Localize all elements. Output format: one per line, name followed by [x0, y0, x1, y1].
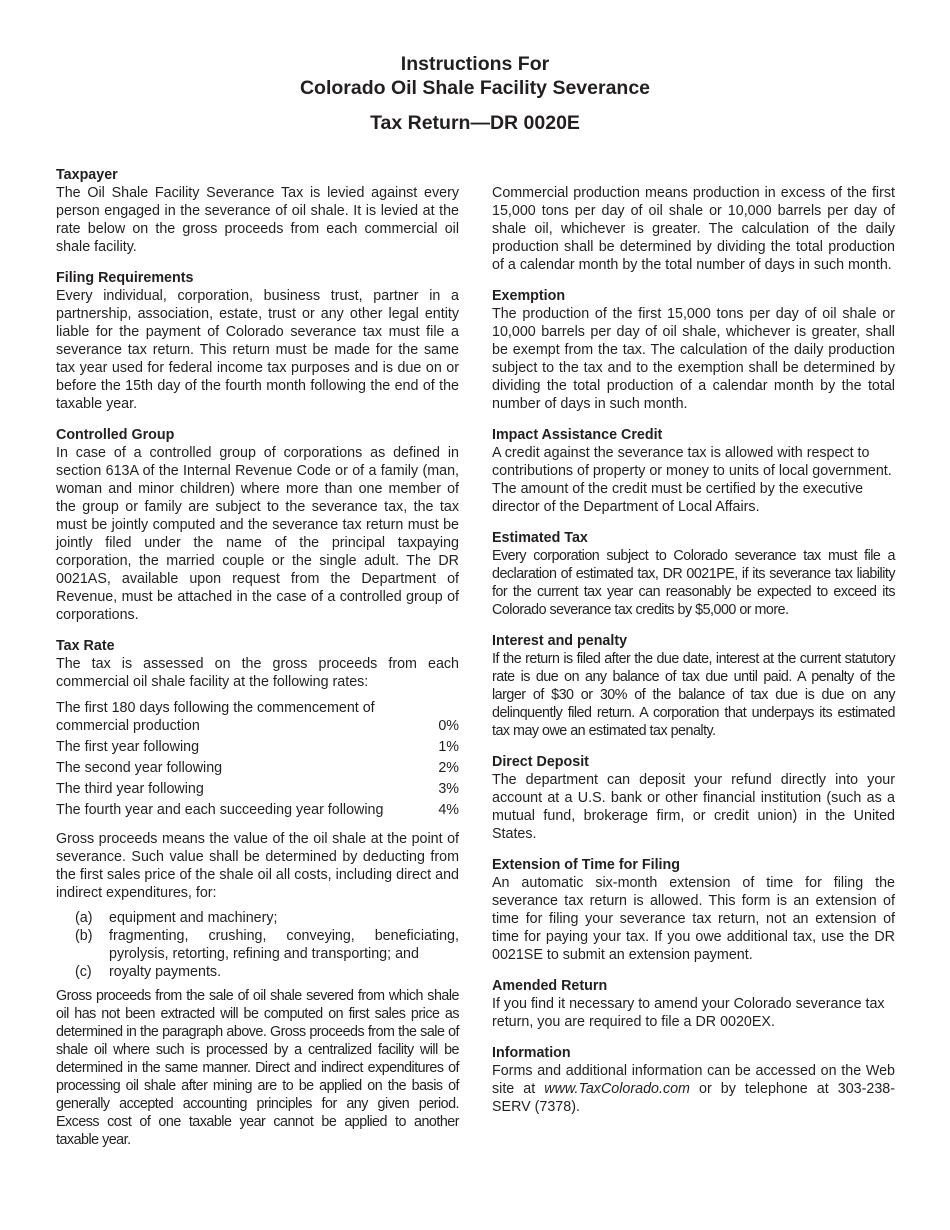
rate-row	[56, 780, 459, 798]
info-text-post: or by telephone at 303-238-SERV (7378).	[492, 1081, 895, 1115]
section-heading: Tax Rate	[56, 638, 115, 654]
section-body: The Oil Shale Facility Severance Tax is levied against every person engaged in the severance of oil shale. It is levied at the rate below on the gross proceeds from each commercial oil shale facility.	[56, 185, 459, 255]
section-controlled-group	[56, 426, 459, 624]
section-body: Commercial production means production in excess of the first 15,000 tons per day of oil shale or 10,000 barrels per day of shale oil, whichever is greater. The calculation of the daily production shall be determined by dividing the total production of a calendar month by the total number of days in such month.	[492, 185, 895, 273]
section-amended-return	[492, 977, 895, 1031]
section-heading: Information	[492, 1045, 571, 1061]
section-filing-requirements	[56, 269, 459, 413]
section-tax-rate	[56, 637, 459, 1149]
section-body: A credit against the severance tax is allowed with respect to contributions of property or money to units of local government. The amount of the credit must be certified by the executive director of the Department of Local Affairs.	[492, 445, 892, 515]
list-marker: (b)	[75, 928, 93, 944]
rate-label: The fourth year and each succeeding year following	[56, 802, 384, 818]
section-body: The department can deposit your refund directly into your account at a U.S. bank or other financial institution (such as a mutual fund, brokerage firm, or credit union) in the United States.	[492, 772, 895, 842]
section-commercial-production	[492, 184, 895, 274]
rate-value: 0%	[438, 718, 459, 734]
info-text-pre: Forms and additional information can be accessed on the Web site at	[492, 1063, 895, 1097]
gross-proceeds-intro: Gross proceeds means the value of the oil shale at the point of severance. Such value shall be determined by deducting from the first sales price of the shale oil all costs, including direct and indirect expenditures, for:	[56, 831, 459, 901]
rate-row	[56, 801, 459, 819]
section-body	[492, 1062, 895, 1116]
rate-row	[56, 738, 459, 756]
section-heading: Exemption	[492, 288, 566, 304]
rate-label: The first 180 days following the commencement of commercial production	[56, 700, 375, 734]
rate-label: The third year following	[56, 781, 204, 797]
section-heading: Interest and penalty	[492, 633, 628, 649]
list-item	[56, 909, 459, 927]
list-item	[56, 963, 459, 981]
rate-value: 4%	[438, 802, 459, 818]
section-heading: Direct Deposit	[492, 754, 589, 770]
section-heading: Controlled Group	[56, 427, 175, 443]
section-impact-assistance-credit	[492, 426, 895, 516]
section-taxpayer	[56, 166, 459, 256]
right-column	[492, 184, 895, 1129]
section-heading: Amended Return	[492, 978, 608, 994]
section-body: If the return is filed after the due date, interest at the current statutory rate is due on any balance of tax due until paid. A penalty of the larger of $30 or 30% of the balance of tax due is due on any delinquently filed return. A corporation that underpays its estimated tax may owe an estimated tax penalty.	[492, 651, 895, 739]
list-marker: (a)	[75, 910, 93, 926]
rate-row	[56, 699, 459, 735]
section-heading: Impact Assistance Credit	[492, 427, 663, 443]
list-item	[56, 927, 459, 963]
rate-value: 1%	[438, 739, 459, 755]
gross-proceeds-body: Gross proceeds from the sale of oil shale severed from which shale oil has not been extracted will be computed on first sales price as determined in the paragraph above. Gross proceeds from the sale of shale oil where such is processed by a centralized facility will be determined in the same manner. Direct and indirect expenditures of processing oil shale after mining are to be applied on the basis of generally accepted accounting principles for any given period. Excess cost of one taxable year cannot be applied to another taxable year.	[56, 988, 459, 1148]
title-line-1: Instructions For	[400, 53, 550, 75]
rate-value: 2%	[438, 760, 459, 776]
tax-rate-intro: The tax is assessed on the gross proceeds from each commercial oil shale facility at the following rates:	[56, 656, 459, 690]
section-body: Every corporation subject to Colorado severance tax must file a declaration of estimated tax, DR 0021PE, if its severance tax liability for the current tax year can reasonably be expected to exceed its Colorado severance tax credits by $5,000 or more.	[492, 548, 895, 618]
rate-row	[56, 759, 459, 777]
rate-label: The first year following	[56, 739, 200, 755]
section-body: In case of a controlled group of corporations as defined in section 613A of the Internal Revenue Code or of a family (man, woman and minor children) where more than one member of the group or family are subject to the severance tax, the tax must be jointly computed and the severance tax return must be jointly filed under the name of the principal taxpaying corporation, the married couple or the single adult. The DR 0021AS, available upon request from the Department of Revenue, must be attached in the case of a controlled group of corporations.	[56, 445, 459, 623]
list-text: fragmenting, crushing, conveying, beneficiating, pyrolysis, retorting, refining and transporting; and	[109, 928, 459, 962]
section-body: An automatic six-month extension of time for filing the severance tax return is allowed. This form is an extension of time for filing your severance tax return, not an extension of time for paying your tax. If you owe additional tax, use the DR 0021SE to submit an extension payment.	[492, 875, 895, 963]
list-text: equipment and machinery;	[109, 910, 278, 926]
list-marker: (c)	[75, 964, 92, 980]
section-heading: Filing Requirements	[56, 270, 194, 286]
rate-label: The second year following	[56, 760, 223, 776]
rate-value: 3%	[438, 781, 459, 797]
section-heading: Estimated Tax	[492, 530, 588, 546]
section-body: If you find it necessary to amend your Colorado severance tax return, you are required to file a DR 0020EX.	[492, 996, 885, 1030]
section-direct-deposit	[492, 753, 895, 843]
section-extension	[492, 856, 895, 964]
rate-table	[56, 699, 459, 819]
section-body: Every individual, corporation, business trust, partner in a partnership, association, estate, trust or any other legal entity liable for the payment of Colorado severance tax must file a severance tax return. This return must be made for the same tax year used for federal income tax purposes and is due on or before the 15th day of the fourth month following the end of the taxable year.	[56, 288, 459, 412]
section-information	[492, 1044, 895, 1116]
document-header	[0, 52, 950, 135]
website-link[interactable]: www.TaxColorado.com	[544, 1081, 690, 1097]
list-text: royalty payments.	[109, 964, 222, 980]
expenditure-list	[56, 909, 459, 981]
section-exemption	[492, 287, 895, 413]
section-interest-penalty	[492, 632, 895, 740]
section-body: The production of the first 15,000 tons per day of oil shale or 10,000 barrels per day of oil shale, whichever is greater, shall be exempt from the tax. The calculation of the daily production subject to the tax and to the exemption shall be determined by dividing the total production of a calendar month by the total number of days in such month.	[492, 306, 895, 412]
title-line-3: Tax Return—DR 0020E	[370, 112, 580, 134]
title-line-2: Colorado Oil Shale Facility Severance	[299, 77, 651, 99]
left-column	[56, 166, 459, 1162]
section-heading: Extension of Time for Filing	[492, 857, 680, 873]
section-estimated-tax	[492, 529, 895, 619]
section-heading: Taxpayer	[56, 167, 118, 183]
